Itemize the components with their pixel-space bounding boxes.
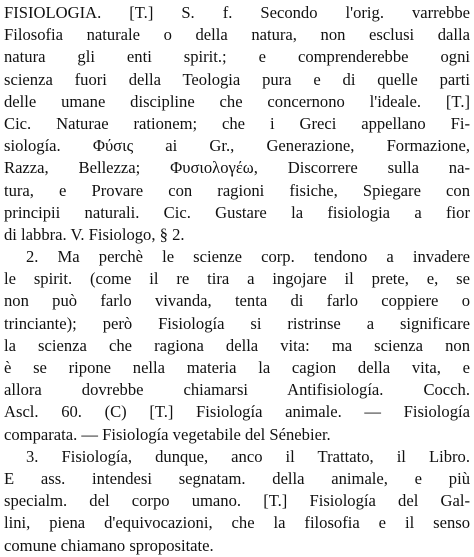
- entry-line-25: comune chiamano spropositate.: [4, 535, 214, 555]
- entry-line-3: natura gli enti spirit.; e comprenderebbe ogni: [4, 47, 470, 67]
- entry-line-8: Razza, Bellezza; Φυσιολογέω, Discorrere sulla na-: [4, 158, 470, 178]
- entry-line-16: la scienza che ragiona della vita: ma scienza non: [4, 335, 470, 355]
- entry-line-22: E ass. intendesi segnatam. della animale, e più: [4, 468, 470, 488]
- entry-line-11: di labbra. V. Fisiologo, § 2.: [4, 224, 185, 244]
- entry-line-19: Ascl. 60. (C) [T.] Fisiología animale. — Fisiología: [4, 402, 470, 422]
- entry-line-2: Filosofia naturale o della natura, non esclusi dalla: [4, 25, 470, 45]
- entry-line-24: lini, piena d'equivocazioni, che la filosofia e il senso: [4, 513, 470, 533]
- entry-line-21: 3. Fisiología, dunque, anco il Trattato, il Libro.: [26, 446, 470, 466]
- entry-line-12: 2. Ma perchè le scienze corp. tendono a invadere: [26, 247, 470, 267]
- entry-line-5: delle umane discipline che concernono l'ideale. [T.]: [4, 91, 470, 111]
- entry-line-17: è se ripone nella materia la cagion della vita, e: [4, 358, 470, 377]
- entry-line-13: le spirit. (come il re tira a ingojare il prete, e, se: [4, 269, 470, 289]
- entry-line-7: siología. Φύσις ai Gr., Generazione, Formazione,: [4, 136, 470, 156]
- entry-line-18: allora dovrebbe chiamarsi Antifisiología. Cocch.: [4, 380, 470, 400]
- dictionary-entry: [4, 2, 470, 555]
- entry-line-15: trinciante); però Fisiología si ristrinse a significare: [4, 313, 470, 333]
- entry-line-10: principii naturali. Cic. Gustare la fisiologia a fior: [4, 202, 470, 222]
- entry-line-4: scienza fuori della Teologia pura e di quelle parti: [4, 69, 470, 89]
- entry-line-20: comparata. — Fisiología vegetabile del Sénebier.: [4, 424, 331, 444]
- entry-line-6: Cic. Naturae rationem; che i Greci appellano Fi-: [4, 113, 470, 133]
- entry-line-1: FISIOLOGIA. [T.] S. f. Secondo l'orig. varrebbe: [4, 3, 470, 22]
- entry-line-14: non può farlo vivanda, tenta di farlo coppiere o: [4, 291, 470, 311]
- entry-line-9: tura, e Provare con ragioni fisiche, Spiegare con: [4, 180, 470, 200]
- entry-line-23: specialm. del corpo umano. [T.] Fisiología del Gal-: [4, 491, 470, 511]
